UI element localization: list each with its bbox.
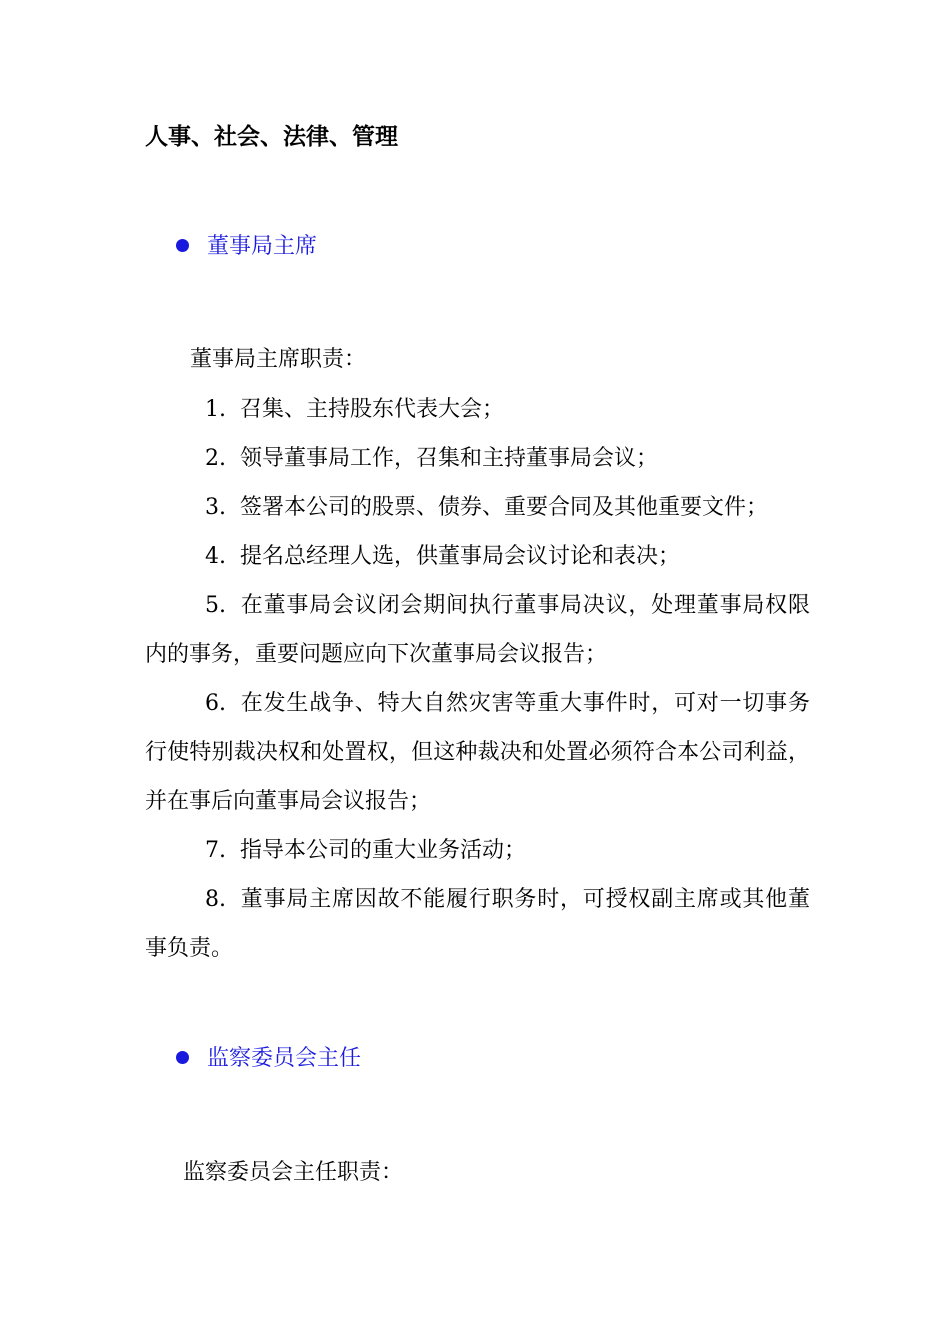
section-intro-chairman: 董事局主席职责：: [190, 347, 367, 372]
list-item: [145, 532, 810, 581]
list-item-number: 2.: [205, 446, 226, 471]
list-item: [145, 826, 810, 875]
duties-list-chairman: [145, 385, 810, 973]
bullet-icon: [176, 1051, 189, 1064]
list-item-text: 领导董事局工作，召集和主持董事局会议；: [240, 446, 659, 471]
list-item: [145, 875, 810, 973]
list-item: [145, 679, 810, 826]
bullet-icon: [176, 239, 189, 252]
list-item-text: 提名总经理人选，供董事局会议讨论和表决；: [240, 544, 681, 569]
section-heading-label: 董事局主席: [207, 234, 318, 259]
list-item: [145, 483, 810, 532]
list-item-number: 1.: [205, 397, 226, 422]
list-item-number: 8.: [205, 887, 226, 912]
section-intro-supervisory: 监察委员会主任职责：: [183, 1160, 404, 1185]
list-item-text: 指导本公司的重大业务活动；: [240, 838, 527, 863]
section-heading-chairman: [176, 230, 317, 264]
list-item: [145, 581, 810, 679]
section-heading-supervisory: [176, 1042, 361, 1076]
document-title: 人事、社会、法律、管理: [145, 123, 398, 150]
list-item-text: 召集、主持股东代表大会；: [240, 397, 505, 422]
list-item-number: 6.: [205, 691, 226, 716]
list-item-number: 4.: [205, 544, 226, 569]
list-item-number: 7.: [205, 838, 226, 863]
list-item-number: 5.: [205, 593, 226, 618]
list-item-text: 董事局主席因故不能履行职务时，可授权副主席或其他董事负责。: [145, 887, 810, 961]
list-item: [145, 434, 810, 483]
list-item-number: 3.: [205, 495, 226, 520]
list-item-text: 在董事局会议闭会期间执行董事局决议，处理董事局权限内的事务，重要问题应向下次董事局会议报告；: [145, 593, 810, 667]
list-item-text: 在发生战争、特大自然灾害等重大事件时，可对一切事务行使特别裁决权和处置权，但这种裁决和处置必须符合本公司利益，并在事后向董事局会议报告；: [145, 691, 810, 814]
list-item: [145, 385, 810, 434]
list-item-text: 签署本公司的股票、债券、重要合同及其他重要文件；: [240, 495, 769, 520]
section-heading-label: 监察委员会主任: [207, 1046, 362, 1071]
